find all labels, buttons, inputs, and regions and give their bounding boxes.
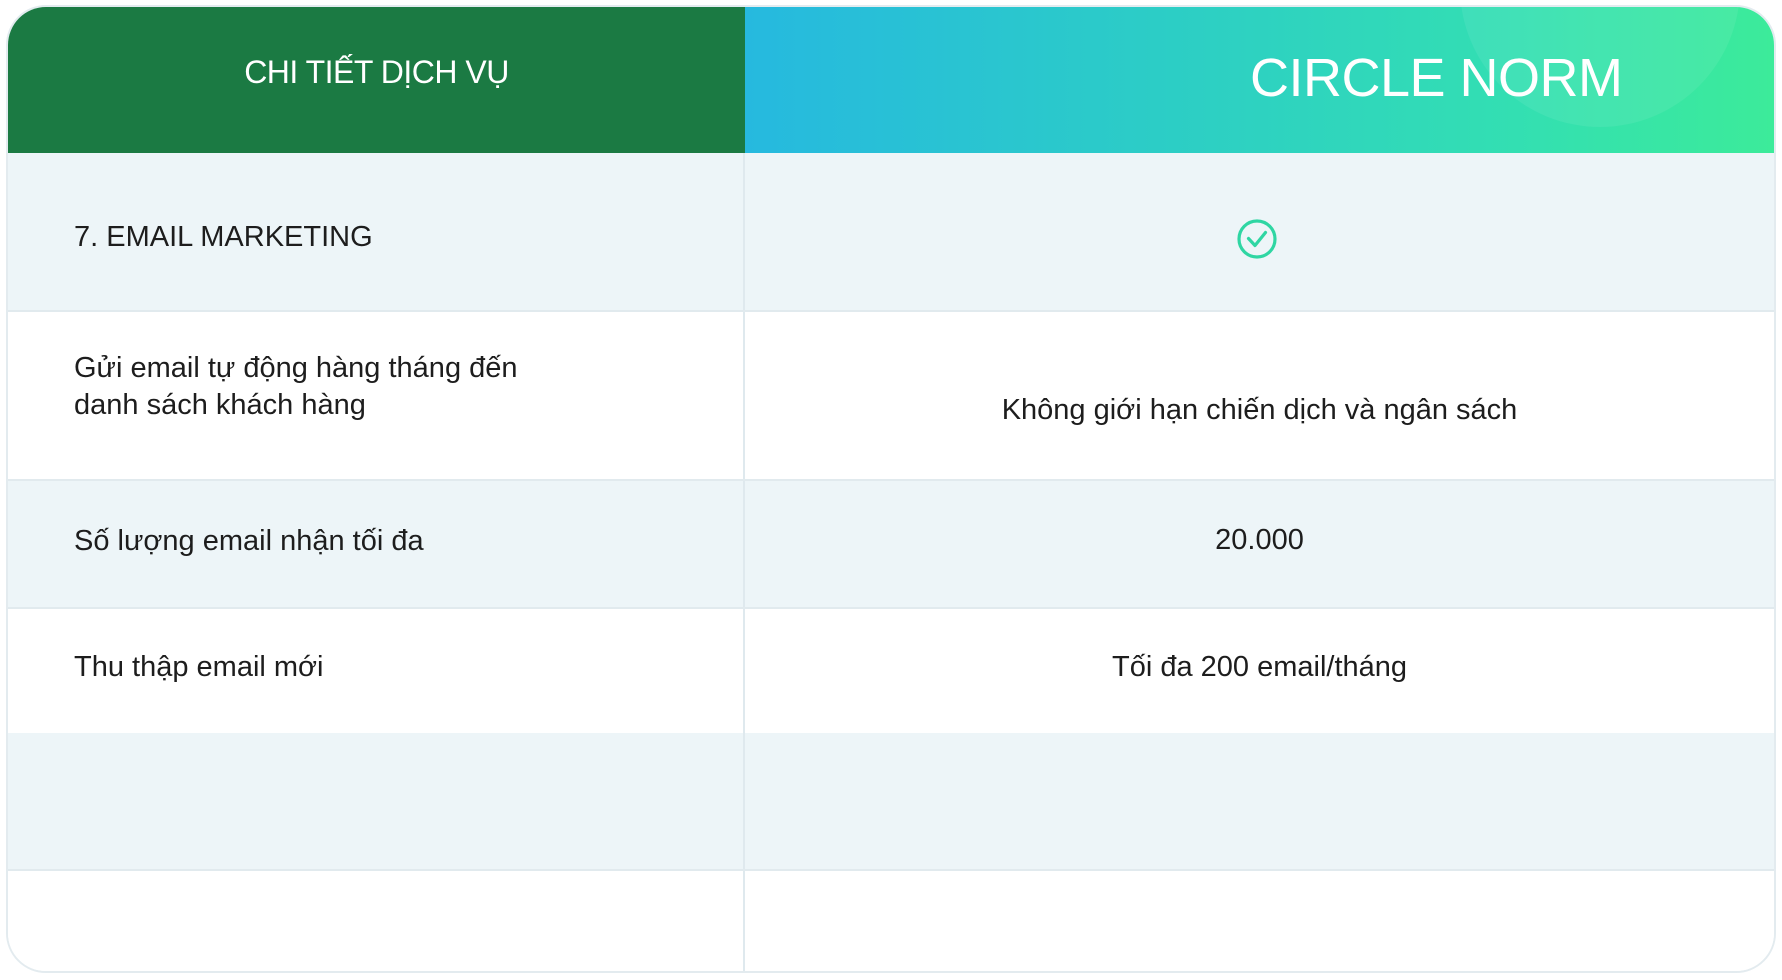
check-circle-icon [1236,218,1278,260]
row-value: Tối đa 200 email/tháng [1111,651,1408,683]
table-header-row [8,7,1774,153]
row-label-line-2: danh sách khách hàng [74,389,366,421]
table-row-empty [8,733,1774,871]
row-label: Thu thập email mới [74,651,324,683]
row-label-cell [8,871,745,973]
service-comparison-table [6,5,1776,973]
row-label: Số lượng email nhận tối đa [74,525,424,557]
table-row-empty [8,871,1774,973]
row-label-cell [8,733,745,869]
row-label-line-1: Gửi email tự động hàng tháng đến [74,352,518,384]
header-service-details-title: CHI TIẾT DỊCH VỤ [244,53,509,90]
row-label: 7. EMAIL MARKETING [74,221,373,253]
header-service-details-cell [8,7,745,153]
row-label-cell [8,312,745,479]
table-row [8,153,1774,312]
row-value-cell [745,733,1774,869]
row-value-cell [745,481,1774,607]
row-value-cell [745,609,1774,733]
header-plan-cell [745,7,1774,153]
row-value: Không giới hạn chiến dịch và ngân sách [1001,394,1518,426]
row-value-cell [745,871,1774,973]
row-value-cell [745,153,1774,310]
row-value: 20.000 [1215,524,1304,556]
row-label-cell [8,153,745,310]
row-label-cell [8,609,745,733]
table-row [8,609,1774,733]
table-row [8,481,1774,609]
row-value-cell [745,312,1774,479]
table-row [8,312,1774,481]
row-label-cell [8,481,745,607]
plan-name-title: CIRCLE NORM [1250,48,1623,108]
